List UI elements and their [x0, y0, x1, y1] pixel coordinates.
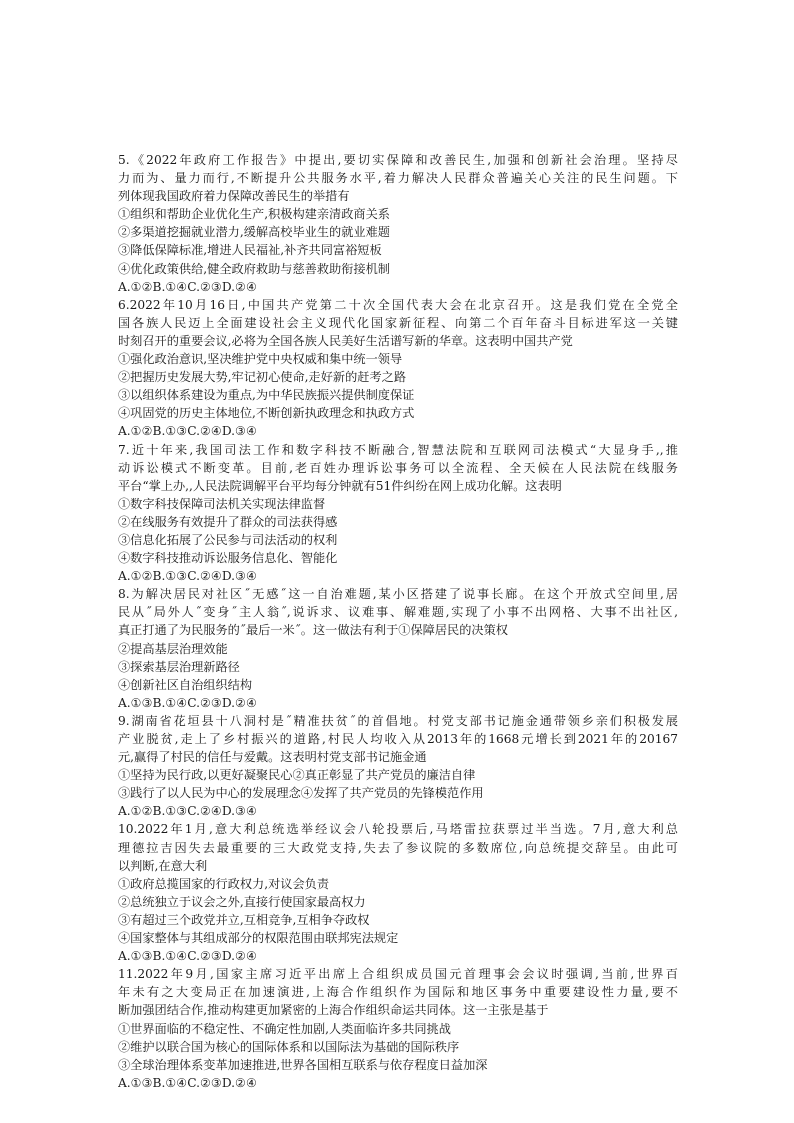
choice-item: ③以组织体系建设为重点,为中华民族振兴提供制度保证 — [118, 388, 415, 403]
choice-item: ②多渠道挖掘就业潜力,缓解高校毕业生的就业难题 — [118, 225, 390, 240]
question-10 — [118, 820, 678, 965]
question-stem-line: 理德拉吉因失去最重要的三大政党支持,失去了参议院的多数席位,向总统提交辞呈。由此可 — [118, 840, 678, 855]
choice-item: ③信息化拓展了公民参与司法活动的权利 — [118, 532, 338, 547]
question-5 — [118, 151, 678, 296]
choice-item: ②在线服务有效提升了群众的司法获得感 — [118, 514, 338, 529]
question-stem-line: 6.2022年10月16日,中国共产党第二十次全国代表大会在北京召开。这是我们党在全党全 — [118, 297, 678, 312]
question-stem-line: 8.为解决居民对社区˝无感˝这一自治难题,某小区搭建了说事长廊。在这个开放式空间里,居 — [118, 587, 678, 602]
answer-options: A.①②B.①③C.②④D.③④ — [118, 424, 257, 439]
question-stem-line: 平台“掌上办,,人民法院调解平台平均每分钟就有51件纠纷在网上成功化解。这表明 — [118, 478, 562, 493]
question-stem-line: 动诉讼模式不断变革。目前,老百姓办理诉讼事务可以全流程、全天候在人民法院在线服务 — [118, 460, 678, 475]
question-stem-line: 时刻召开的重要会议,必将为全国各族人民美好生活谱写新的华章。这表明中国共产党 — [118, 333, 573, 348]
answer-options: A.①②B.①③C.②④D.③④ — [118, 804, 257, 819]
question-stem-line: 断加强团结合作,推动构建更加紧密的上海合作组织命运共同体。这一主张是基于 — [118, 1003, 549, 1018]
question-stem-line: 真正打通了为民服务的˝最后一米˝。这一做法有利于①保障居民的决策权 — [118, 623, 508, 638]
choice-item: ②把握历史发展大势,牢记初心使命,走好新的赶考之路 — [118, 370, 407, 385]
question-stem-line: 5.《2022年政府工作报告》中提出,要切实保障和改善民生,加强和创新社会治理。坚持尽 — [118, 153, 678, 167]
choice-item: ③有超过三个政党并立,互相竞争,互相争夺政权 — [118, 912, 370, 927]
question-stem-line: 10.2022年1月,意大利总统选举经议会八轮投票后,马塔雷拉获票过半当选。7月,意大利总 — [118, 822, 678, 837]
question-stem-line: 元,赢得了村民的信任与爱戴。这表明村党支部书记施金通 — [118, 750, 427, 765]
choice-item: ①强化政治意识,坚决维护党中央权威和集中统一领导 — [118, 352, 403, 367]
choice-item: ②提高基层治理效能 — [118, 641, 228, 656]
question-6 — [118, 296, 678, 441]
choice-item: ①政府总揽国家的行政权力,对议会负责 — [118, 876, 330, 891]
answer-options: A.①③B.①④C.②③D.②④ — [118, 1075, 257, 1090]
choice-item: ④创新社区自治组织结构 — [118, 677, 253, 692]
choice-item: ②维护以联合国为核心的国际体系和以国际法为基础的国际秩序 — [118, 1039, 460, 1054]
answer-options: A.①③B.①④C.②③D.②④ — [118, 949, 257, 964]
choice-item: ③全球治理体系变革加速推进,世界各国相互联系与依存程度日益加深 — [118, 1057, 488, 1072]
choice-item: ①组织和帮助企业优化生产,积极构建亲清政商关系 — [118, 207, 390, 222]
choice-item: ③践行了以人民为中心的发展理念④发挥了共产党员的先锋模范作用 — [118, 786, 484, 801]
question-stem-line: 11.2022年9月,国家主席习近平出席上合组织成员国元首理事会会议时强调,当前,世界百 — [118, 967, 678, 982]
exam-page — [118, 151, 678, 1092]
choice-item: ④国家整体与其组成部分的权限范围由联邦宪法规定 — [118, 931, 399, 946]
question-stem-line: 力而为、量力而行,不断提升公共服务水平,着力解决人民群众普遍关心关注的民生问题。下 — [118, 171, 678, 186]
question-stem-line: 民从˝局外人˝变身˝主人翁˝,说诉求、议难事、解难题,实现了小事不出网格、大事不出社区, — [118, 605, 678, 620]
choice-item: ①坚持为民行政,以更好凝聚民心②真正彰显了共产党员的廉洁自律 — [118, 768, 476, 783]
choice-item: ④巩固党的历史主体地位,不断创新执政理念和执政方式 — [118, 406, 415, 421]
choice-item: ①世界面临的不稳定性、不确定性加剧,人类面临许多共同挑战 — [118, 1021, 451, 1036]
choice-item: ②总统独立于议会之外,直接行使国家最高权力 — [118, 894, 366, 909]
choice-item: ③降低保障标准,增进人民福祉,补齐共同富裕短板 — [118, 243, 382, 258]
question-7 — [118, 441, 678, 586]
choice-item: ③探索基层治理新路径 — [118, 659, 240, 674]
question-stem-line: 以判断,在意大利 — [118, 858, 208, 873]
choice-item: ①数字科技保障司法机关实现法律监督 — [118, 496, 326, 511]
question-stem-line: 产业脱贫,走上了乡村振兴的道路,村民人均收入从2013年的1668元增长到2021年的20167 — [118, 732, 678, 746]
answer-options: A.①②B.①④C.②③D.②④ — [118, 279, 257, 294]
question-9 — [118, 712, 678, 821]
question-8 — [118, 585, 678, 712]
question-stem-line: 年未有之大变局正在加速演进,上海合作组织作为国际和地区事务中重要建设性力量,要不 — [118, 985, 678, 1000]
question-stem-line: 国各族人民迈上全面建设社会主义现代化国家新征程、向第二个百年奋斗目标进军这一关键 — [118, 315, 678, 330]
question-stem-line: 7.近十年来,我国司法工作和数字科技不断融合,智慧法院和互联网司法模式“大显身手,,推 — [118, 442, 678, 457]
answer-options: A.①②B.①③C.②④D.③④ — [118, 569, 257, 584]
choice-item: ④优化政策供给,健全政府救助与慈善救助衔接机制 — [118, 261, 390, 276]
question-stem-line: 9.湖南省花垣县十八洞村是˝精准扶贫˝的首倡地。村党支部书记施金通带领乡亲们积极发展 — [118, 713, 678, 728]
question-stem-line: 列体现我国政府着力保障改善民生的举措有 — [118, 189, 350, 204]
question-11 — [118, 965, 678, 1092]
choice-item: ④数字科技推动诉讼服务信息化、智能化 — [118, 551, 338, 566]
answer-options: A.①③B.①④C.②③D.②④ — [118, 695, 257, 710]
